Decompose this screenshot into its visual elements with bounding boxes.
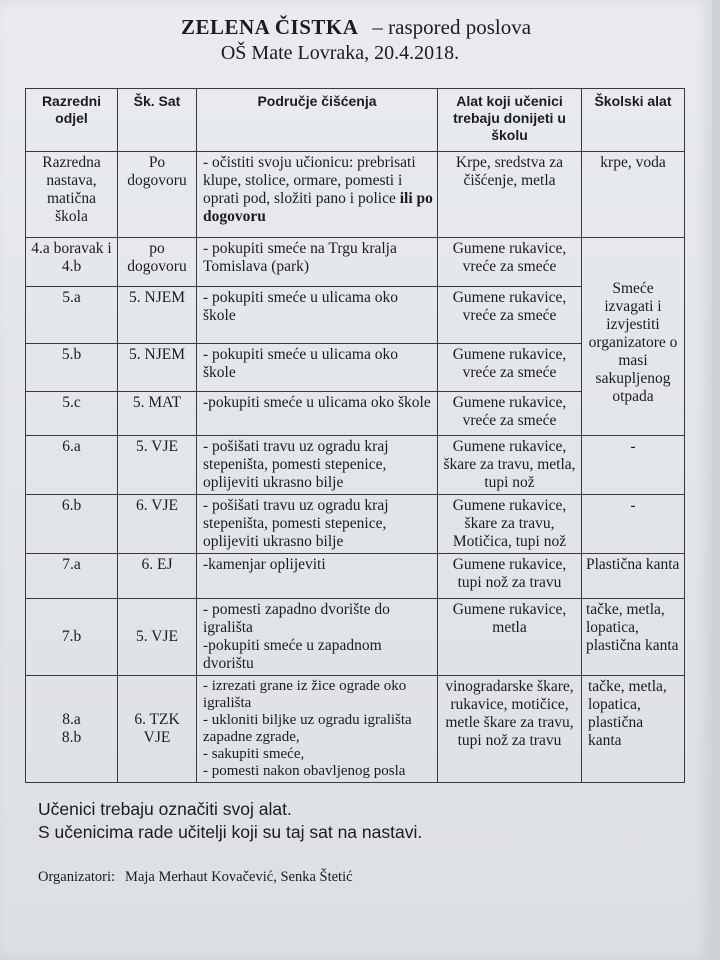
cell-student-tools: Gumene rukavice, tupi nož za travu <box>438 554 582 599</box>
cell-class: Razredna nastava, matična škola <box>26 152 118 238</box>
table-header-row <box>26 89 685 152</box>
cell-student-tools: Gumene rukavice, metla <box>438 599 582 676</box>
organizers <box>38 868 353 886</box>
cell-student-tools: Gumene rukavice, vreće za smeće <box>438 344 582 392</box>
cell-school-tools: tačke, metla, lopatica, plastična kanta <box>582 599 685 676</box>
cell-area: - pošišati travu uz ogradu kraj stepeništa, pomesti stepenice, oplijeviti ukrasno bilje <box>197 495 438 554</box>
cell-student-tools: Gumene rukavice, škare za travu, metla, tupi nož <box>438 436 582 495</box>
cell-student-tools: Gumene rukavice, vreće za smeće <box>438 392 582 436</box>
cell-school-tools-merged: Smeće izvagati i izvjestiti organizatore o masi sakupljenog otpada <box>582 238 685 436</box>
cell-area: - pomesti zapadno dvorište do igrališta -pokupiti smeće u zapadnom dvorištu <box>197 599 438 676</box>
cell-class: 6.b <box>26 495 118 554</box>
cell-school-tools: - <box>582 495 685 554</box>
document-title <box>0 14 712 40</box>
cell-class: 4.a boravak i 4.b <box>26 238 118 287</box>
cell-class: 6.a <box>26 436 118 495</box>
table-row <box>26 495 685 554</box>
title-main: ZELENA ČISTKA <box>180 15 359 39</box>
notes <box>38 798 678 844</box>
cell-class: 5.b <box>26 344 118 392</box>
cell-class: 5.a <box>26 287 118 344</box>
cell-school-tools: tačke, metla, lopatica, plastična kanta <box>582 676 685 783</box>
table-row <box>26 554 685 599</box>
cell-period: 6. TZK VJE <box>118 676 197 783</box>
note-line-2: S učenicima rade učitelji koji su taj sat na nastavi. <box>38 822 423 842</box>
table-row <box>26 599 685 676</box>
cell-area <box>197 152 438 238</box>
table-row <box>26 676 685 783</box>
cell-area: - pokupiti smeće u ulicama oko škole <box>197 287 438 344</box>
cell-school-tools: krpe, voda <box>582 152 685 238</box>
table-row <box>26 238 685 287</box>
cell-period: po dogovoru <box>118 238 197 287</box>
note-line-1: Učenici trebaju označiti svoj alat. <box>38 799 292 819</box>
organizers-names: Maja Merhaut Kovačević, Senka Štetić <box>125 869 353 885</box>
cell-period: 5. NJEM <box>118 344 197 392</box>
column-header-student-tools: Alat koji učenici trebaju donijeti u školu <box>438 89 582 152</box>
column-header-period: Šk. Sat <box>118 89 197 152</box>
column-header-class: Razredni odjel <box>26 89 118 152</box>
table-row <box>26 436 685 495</box>
cell-period: 5. NJEM <box>118 287 197 344</box>
column-header-school-tools: Školski alat <box>582 89 685 152</box>
table-row <box>26 152 685 238</box>
cell-student-tools: Krpe, sredstva za čišćenje, metla <box>438 152 582 238</box>
area-text-bold: ili po dogovoru <box>203 190 433 225</box>
schedule-table <box>25 88 685 783</box>
cell-period: 5. MAT <box>118 392 197 436</box>
cell-student-tools: Gumene rukavice, škare za travu, Motičica, tupi nož <box>438 495 582 554</box>
cell-period: 5. VJE <box>118 436 197 495</box>
cell-student-tools: vinogradarske škare, rukavice, motičice, metle škare za travu, tupi nož za travu <box>438 676 582 783</box>
organizers-label: Organizatori: <box>38 869 116 885</box>
cell-area: -kamenjar oplijeviti <box>197 554 438 599</box>
cell-class: 5.c <box>26 392 118 436</box>
cell-student-tools: Gumene rukavice, vreće za smeće <box>438 238 582 287</box>
document-subtitle: OŠ Mate Lovraka, 20.4.2018. <box>220 42 460 64</box>
cell-period: 6. EJ <box>118 554 197 599</box>
cell-class: 8.a 8.b <box>26 676 118 783</box>
cell-class: 7.a <box>26 554 118 599</box>
cell-area: - izrezati grane iz žice ograde oko igrališta - ukloniti biljke uz ogradu igrališta zapadne zgrade, - sakupiti smeće, - pomesti nakon obavljenog posla <box>197 676 438 783</box>
cell-school-tools: Plastična kanta <box>582 554 685 599</box>
cell-period: Po dogovoru <box>118 152 197 238</box>
column-header-area: Područje čišćenja <box>197 89 438 152</box>
cell-area: - pokupiti smeće na Trgu kralja Tomislava (park) <box>197 238 438 287</box>
cell-area: -pokupiti smeće u ulicama oko škole <box>197 392 438 436</box>
area-text: - očistiti svoju učionicu: prebrisati klupe, stolice, ormare, pomesti i oprati pod, složiti pano i police <box>203 154 416 207</box>
cell-class: 7.b <box>26 599 118 676</box>
cell-period: 6. VJE <box>118 495 197 554</box>
title-suffix: – raspored poslova <box>372 15 532 39</box>
cell-school-tools: - <box>582 436 685 495</box>
cell-area: - pokupiti smeće u ulicama oko škole <box>197 344 438 392</box>
cell-student-tools: Gumene rukavice, vreće za smeće <box>438 287 582 344</box>
cell-area: - pošišati travu uz ogradu kraj stepeništa, pomesti stepenice, oplijeviti ukrasno bilje <box>197 436 438 495</box>
cell-period: 5. VJE <box>118 599 197 676</box>
